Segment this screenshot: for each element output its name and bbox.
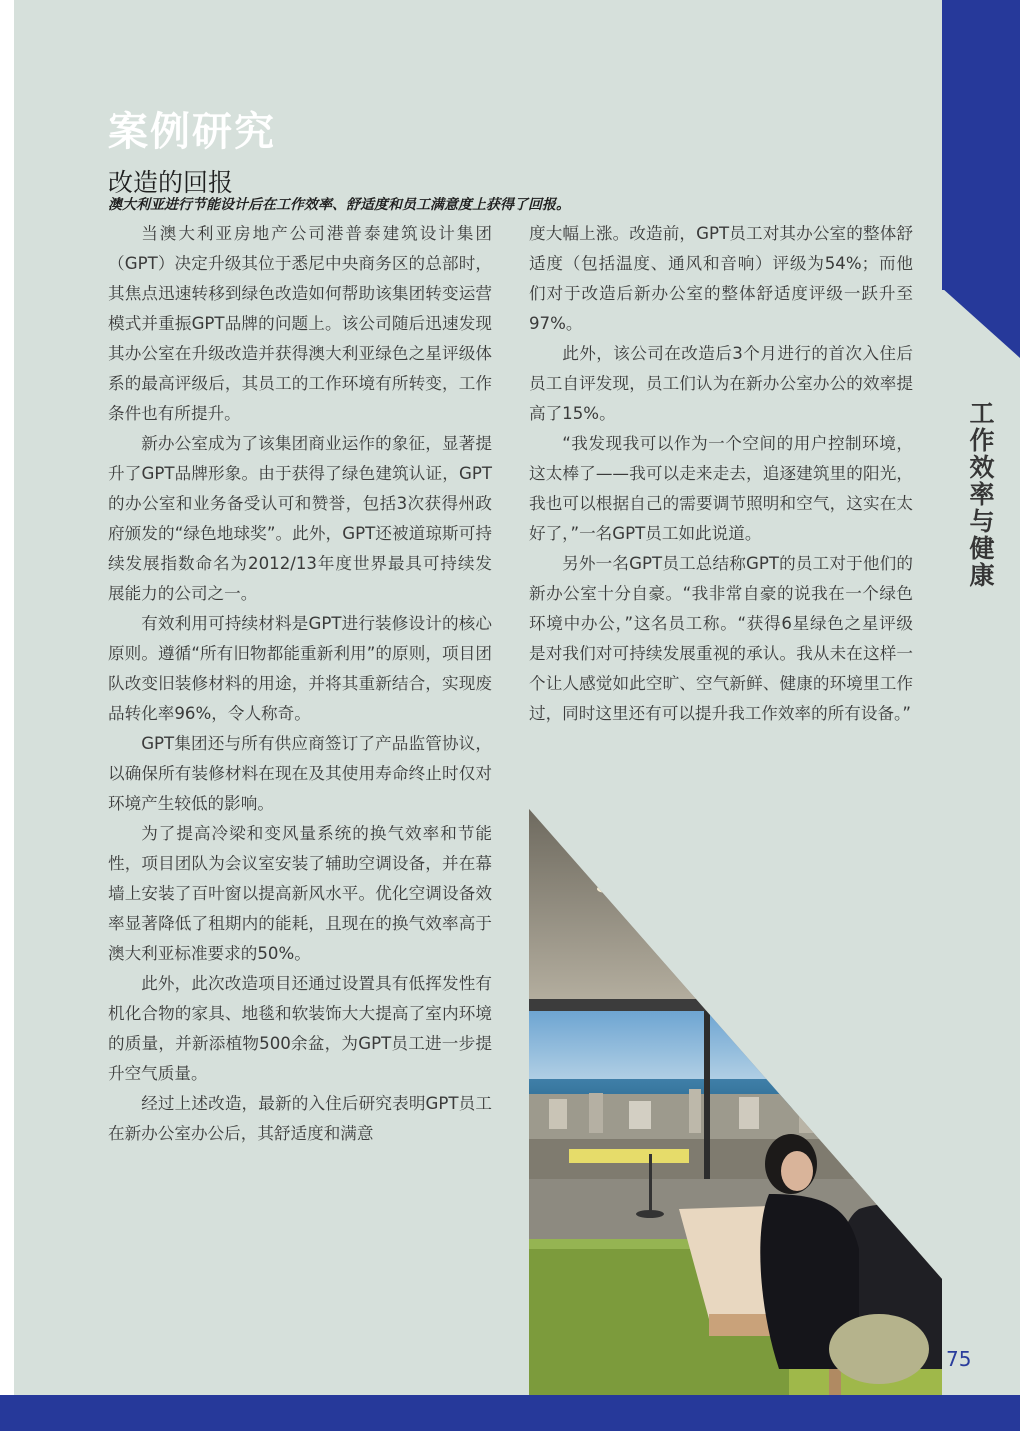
article-title: 改造的回报 [108,168,234,197]
side-section-label: 工作效率与健康 [966,400,995,589]
bottom-accent-bar [0,1395,1020,1431]
article-subtitle: 澳大利亚进行节能设计后在工作效率、舒适度和员工满意度上获得了回报。 [108,197,570,213]
paragraph: 为了提高冷梁和变风量系统的换气效率和节能性，项目团队为会议室安装了辅助空调设备，并在幕墙上安装了百叶窗以提高新风水平。优化空调设备效率显著降低了租期内的能耗，且现在的换气效率高于澳大利亚标准要求的50%。 [108,824,492,963]
right-column [529,219,913,729]
paragraph: 另外一名GPT员工总结称GPT的员工对于他们的新办公室十分自豪。“我非常自豪的说我在一个绿色环境中办公，”这名员工称。“获得6星绿色之星评级是对我们对可持续发展重视的承认。我从未在这样一个让人感觉如此空旷、空气新鲜、健康的环境里工作过，同时这里还有可以提升我工作效率的所有设备。” [529,554,913,723]
paragraph: 有效利用可持续材料是GPT进行装修设计的核心原则。遵循“所有旧物都能重新利用”的原则，项目团队改变旧装修材料的用途，并将其重新结合，实现废品转化率96%，令人称奇。 [108,614,492,723]
paragraph: 此外，此次改造项目还通过设置具有低挥发性有机化合物的家具、地毯和软装饰大大提高了室内环境的质量，并新添植物500余盆，为GPT员工进一步提升空气质量。 [108,974,492,1083]
paragraph: GPT集团还与所有供应商签订了产品监管协议，以确保所有装修材料在现在及其使用寿命终止时仅对环境产生较低的影响。 [108,734,492,813]
paragraph: 新办公室成为了该集团商业运作的象征，显著提升了GPT品牌形象。由于获得了绿色建筑认证，GPT的办公室和业务备受认可和赞誉，包括3次获得州政府颁发的“绿色地球奖”。此外，GPT还被道琼斯可持续发展指数命名为2012/13年度世界最具可持续发展能力的公司之一。 [108,434,492,603]
accent-triangle [942,288,1020,358]
page-number: 75 [946,1347,972,1371]
top-right-accent-bar [942,0,1020,290]
paragraph: 此外，该公司在改造后3个月进行的首次入住后员工自评发现，员工们认为在新办公室办公的效率提高了15%。 [529,344,913,423]
paragraph: 经过上述改造，最新的入住后研究表明GPT员工在新办公室办公后，其舒适度和满意 [108,1094,492,1143]
office-photo [529,809,942,1395]
paragraph: “我发现我可以作为一个空间的用户控制环境，这太棒了——我可以走来走去，追逐建筑里的阳光，我也可以根据自己的需要调节照明和空气，这实在太好了，”一名GPT员工如此说道。 [529,434,913,543]
paragraph-continuation: 度大幅上涨。改造前，GPT员工对其办公室的整体舒适度（包括温度、通风和音响）评级为54%；而他们对于改造后新办公室的整体舒适度评级一跃升至97%。 [529,224,913,333]
paragraph: 当澳大利亚房地产公司港普泰建筑设计集团（GPT）决定升级其位于悉尼中央商务区的总部时，其焦点迅速转移到绿色改造如何帮助该集团转变运营模式并重振GPT品牌的问题上。该公司随后迅速发现其办公室在升级改造并获得澳大利亚绿色之星评级体系的最高评级后，其员工的工作环境有所转变，工作条件也有所提升。 [108,224,492,423]
left-column [108,219,492,1149]
section-title: 案例研究 [108,109,276,155]
